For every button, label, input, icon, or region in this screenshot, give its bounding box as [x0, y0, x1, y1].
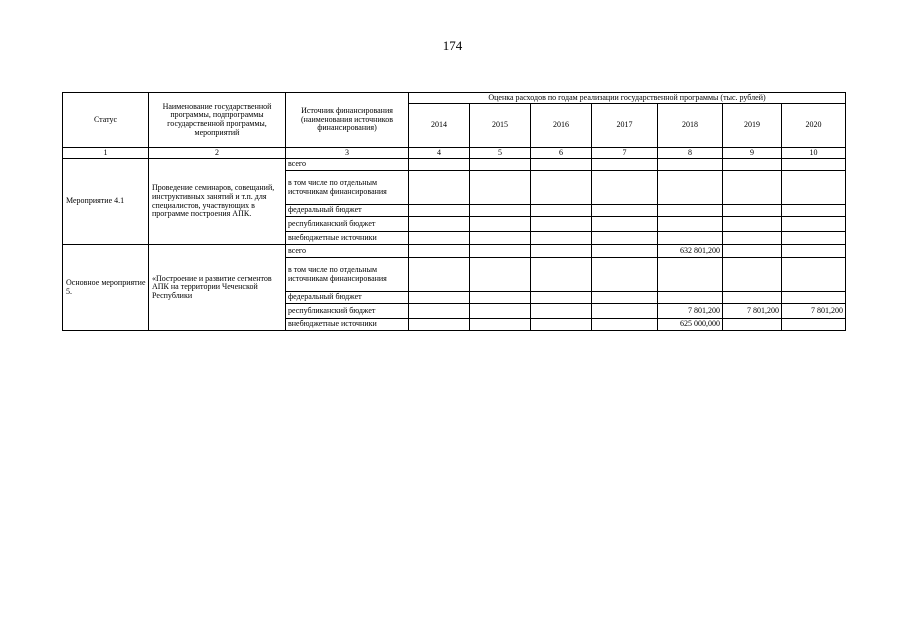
value-cell — [592, 245, 658, 258]
value-cell — [531, 159, 592, 171]
value-cell — [470, 205, 531, 217]
source-cell: в том числе по отдельным источникам финансирования — [286, 171, 409, 205]
table-row — [63, 159, 846, 171]
header-year: 2020 — [782, 104, 846, 148]
column-number: 2 — [149, 148, 286, 159]
header-estimate: Оценка расходов по годам реализации государственной программы (тыс. рублей) — [409, 93, 846, 104]
value-cell — [658, 205, 723, 217]
value-cell — [470, 292, 531, 304]
value-cell — [531, 205, 592, 217]
value-cell: 7 801,200 — [782, 304, 846, 319]
source-cell: в том числе по отдельным источникам финансирования — [286, 258, 409, 292]
value-cell — [782, 217, 846, 232]
value-cell — [782, 245, 846, 258]
source-cell: всего — [286, 159, 409, 171]
value-cell — [723, 217, 782, 232]
value-cell — [470, 319, 531, 331]
value-cell — [409, 171, 470, 205]
value-cell — [782, 159, 846, 171]
name-cell: «Построение и развитие сегментов АПК на территории Чеченской Республики — [149, 245, 286, 331]
source-cell: федеральный бюджет — [286, 205, 409, 217]
column-number: 8 — [658, 148, 723, 159]
source-cell: республиканский бюджет — [286, 304, 409, 319]
header-year: 2018 — [658, 104, 723, 148]
value-cell — [723, 232, 782, 245]
value-cell — [723, 171, 782, 205]
value-cell — [531, 292, 592, 304]
value-cell — [723, 205, 782, 217]
value-cell — [409, 245, 470, 258]
value-cell — [782, 258, 846, 292]
value-cell — [592, 217, 658, 232]
value-cell — [531, 217, 592, 232]
value-cell — [592, 232, 658, 245]
value-cell: 7 801,200 — [723, 304, 782, 319]
value-cell — [470, 245, 531, 258]
value-cell — [723, 245, 782, 258]
column-number: 5 — [470, 148, 531, 159]
value-cell — [592, 159, 658, 171]
value-cell — [409, 258, 470, 292]
page-number: 174 — [442, 38, 463, 53]
source-cell: всего — [286, 245, 409, 258]
value-cell — [658, 159, 723, 171]
value-cell — [782, 319, 846, 331]
column-number: 10 — [782, 148, 846, 159]
value-cell — [592, 171, 658, 205]
value-cell — [531, 171, 592, 205]
value-cell — [658, 292, 723, 304]
value-cell: 625 000,000 — [658, 319, 723, 331]
source-cell: республиканский бюджет — [286, 217, 409, 232]
header-year: 2017 — [592, 104, 658, 148]
value-cell — [592, 205, 658, 217]
value-cell — [723, 292, 782, 304]
value-cell — [531, 232, 592, 245]
source-cell: внебюджетные источники — [286, 319, 409, 331]
header-year: 2016 — [531, 104, 592, 148]
column-numbering-row — [63, 148, 846, 159]
column-number: 9 — [723, 148, 782, 159]
source-cell: внебюджетные источники — [286, 232, 409, 245]
value-cell — [470, 217, 531, 232]
value-cell — [782, 171, 846, 205]
value-cell — [531, 258, 592, 292]
column-number: 1 — [63, 148, 149, 159]
value-cell — [723, 319, 782, 331]
value-cell: 7 801,200 — [658, 304, 723, 319]
header-year: 2015 — [470, 104, 531, 148]
source-cell: федеральный бюджет — [286, 292, 409, 304]
value-cell — [723, 159, 782, 171]
value-cell — [531, 304, 592, 319]
status-cell: Мероприятие 4.1 — [63, 159, 149, 245]
value-cell — [409, 292, 470, 304]
value-cell — [658, 217, 723, 232]
value-cell — [592, 304, 658, 319]
value-cell — [409, 232, 470, 245]
value-cell — [409, 217, 470, 232]
table-row — [63, 245, 846, 258]
header-year: 2014 — [409, 104, 470, 148]
value-cell — [723, 258, 782, 292]
value-cell — [592, 292, 658, 304]
value-cell — [531, 319, 592, 331]
name-cell: Проведение семинаров, совещаний, инструктивных занятий и т.п. для специалистов, участвующих в программе построения АПК. — [149, 159, 286, 245]
value-cell — [658, 258, 723, 292]
value-cell — [409, 319, 470, 331]
status-cell: Основное мероприятие 5. — [63, 245, 149, 331]
value-cell — [531, 245, 592, 258]
value-cell — [470, 304, 531, 319]
value-cell — [409, 304, 470, 319]
column-number: 4 — [409, 148, 470, 159]
value-cell — [409, 205, 470, 217]
value-cell — [470, 258, 531, 292]
value-cell — [782, 292, 846, 304]
value-cell — [470, 232, 531, 245]
budget-table — [62, 92, 846, 331]
value-cell — [409, 159, 470, 171]
value-cell — [592, 319, 658, 331]
value-cell — [470, 171, 531, 205]
column-number: 3 — [286, 148, 409, 159]
value-cell — [782, 205, 846, 217]
column-number: 7 — [592, 148, 658, 159]
column-number: 6 — [531, 148, 592, 159]
header-name: Наименование государственной программы, подпрограммы государственной программы, мероприятий — [149, 93, 286, 148]
value-cell — [658, 171, 723, 205]
value-cell — [592, 258, 658, 292]
value-cell — [658, 232, 723, 245]
header-year: 2019 — [723, 104, 782, 148]
header-source: Источник финансирования (наименования источников финансирования) — [286, 93, 409, 148]
header-status: Статус — [63, 93, 149, 148]
value-cell — [782, 232, 846, 245]
value-cell: 632 801,200 — [658, 245, 723, 258]
value-cell — [470, 159, 531, 171]
